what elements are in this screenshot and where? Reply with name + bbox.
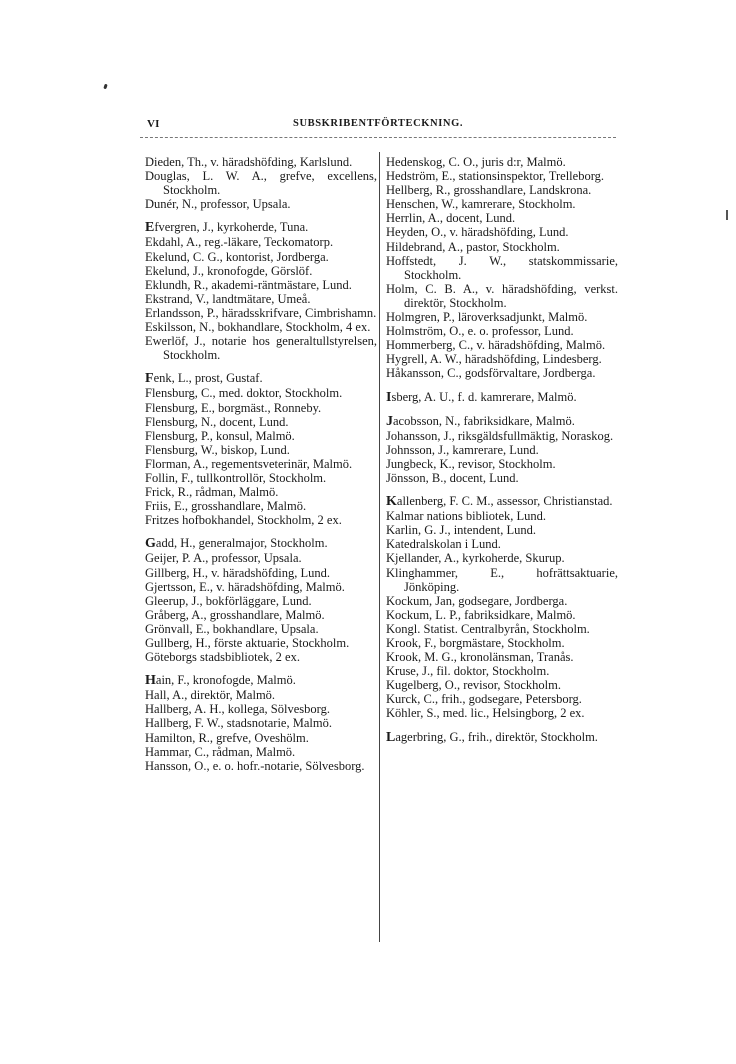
subscriber-entry	[145, 622, 377, 636]
entry-text: ritzes hofbokhandel, Stockholm, 2 ex.	[151, 513, 342, 528]
entry-initial: E	[145, 220, 155, 236]
entry-initial: J	[386, 428, 391, 443]
subscriber-entry	[386, 706, 618, 720]
subscriber-entry	[386, 509, 618, 523]
entry-text: werlöf, J., notarie hos generaltullstyrelsen, Stockholm.	[152, 334, 377, 363]
entry-initial: J	[386, 456, 391, 471]
entry-initial: K	[386, 621, 396, 636]
entry-initial: H	[386, 239, 396, 254]
entry-text: riis, E., grosshandlare, Malmö.	[151, 499, 307, 514]
entry-initial: G	[145, 636, 155, 650]
subscriber-entry	[386, 390, 618, 405]
entry-initial: H	[386, 310, 396, 325]
entry-initial: K	[386, 523, 396, 538]
entry-text: rlandsson, P., häradsskrifvare, Cimbrishamn.	[152, 305, 377, 320]
entry-text: ollin, F., tullkontrollör, Stockholm.	[151, 470, 327, 485]
subscriber-entry	[386, 155, 618, 169]
subscriber-entry	[145, 457, 377, 471]
entry-text: urck, C., frih., godsegare, Petersborg.	[395, 692, 582, 707]
entry-text: ongl. Statist. Centralbyrån, Stockholm.	[395, 621, 590, 636]
entry-text: lorman, A., regementsveterinär, Malmö.	[151, 456, 353, 471]
subscriber-entry	[386, 169, 618, 183]
entry-text: olmström, O., e. o. professor, Lund.	[395, 324, 574, 339]
entry-initial: H	[386, 225, 396, 240]
entry-initial: H	[386, 197, 396, 212]
entry-initial: G	[145, 551, 155, 566]
entry-text: linghammer, E., hofrättsaktuarie, Jönköping.	[395, 565, 618, 594]
entry-text: ildebrand, A., pastor, Stockholm.	[395, 239, 560, 254]
entry-initial: E	[145, 235, 153, 250]
entry-text: rönvall, E., bokhandlare, Upsala.	[154, 621, 319, 636]
subscriber-entry	[145, 235, 377, 249]
entry-initial: E	[145, 334, 153, 349]
subscriber-entry	[145, 415, 377, 429]
entry-text: ockum, L. P., fabriksidkare, Malmö.	[395, 607, 576, 622]
subscriber-entry	[386, 254, 618, 282]
subscriber-entry	[145, 443, 377, 457]
entry-text: rook, F., borgmästare, Stockholm.	[395, 636, 565, 650]
entry-text: amilton, R., grefve, Oveshölm.	[154, 730, 309, 745]
running-header	[140, 118, 620, 134]
entry-text: fvergren, J., kyrkoherde, Tuna.	[154, 220, 309, 235]
entry-initial: E	[145, 263, 153, 278]
subscriber-entry	[386, 310, 618, 324]
entry-initial: K	[386, 565, 396, 580]
entry-initial: D	[145, 197, 155, 212]
entry-text: acobsson, N., fabriksidkare, Malmö.	[393, 413, 575, 428]
entry-text: ieden, Th., v. häradshöfding, Karlslund.	[154, 155, 353, 169]
entry-text: eijer, P. A., professor, Upsala.	[154, 551, 302, 566]
entry-text: allberg, F. W., stadsnotarie, Malmö.	[154, 716, 332, 731]
entry-text: ouglas, L. W. A., grefve, excellens, Stockholm.	[154, 169, 377, 198]
subscriber-entry	[145, 566, 377, 580]
subscriber-entry	[145, 499, 377, 513]
entry-text: kstrand, V., landtmätare, Umeå.	[152, 291, 311, 306]
entry-text: ockum, Jan, godsegare, Jordberga.	[395, 593, 568, 608]
entry-initial: F	[145, 470, 152, 485]
entry-initial: H	[145, 673, 156, 689]
entry-initial: I	[386, 389, 392, 405]
entry-text: öhler, S., med. lic., Helsingborg, 2 ex.	[395, 706, 585, 721]
subscriber-entry	[386, 636, 618, 650]
subscriber-entry	[145, 371, 377, 386]
entry-initial: F	[145, 456, 152, 471]
entry-text: leerup, J., bokförläggare, Lund.	[154, 593, 312, 608]
subscriber-entry	[145, 759, 377, 773]
subscriber-entry	[386, 338, 618, 352]
entry-initial: H	[386, 324, 396, 339]
entry-text: edenskog, C. O., juris d:r, Malmö.	[395, 155, 566, 169]
entry-text: lensburg, W., biskop, Lund.	[151, 442, 290, 457]
subscriber-entry	[145, 594, 377, 608]
entry-initial: G	[145, 607, 155, 622]
entry-initial: G	[145, 536, 156, 552]
entry-initial: H	[386, 253, 396, 268]
subscriber-entry	[386, 664, 618, 678]
entry-text: skilsson, N., bokhandlare, Stockholm, 4 ex.	[152, 320, 371, 335]
entry-text: lensburg, N., docent, Lund.	[151, 414, 289, 429]
entry-initial: H	[386, 183, 396, 198]
entry-text: illberg, H., v. häradshöfding, Lund.	[154, 565, 331, 580]
entry-initial: F	[145, 442, 152, 457]
entry-initial: K	[386, 692, 396, 707]
entry-text: errlin, A., docent, Lund.	[395, 211, 516, 226]
entry-initial: D	[145, 155, 155, 169]
entry-text: rick, R., rådman, Malmö.	[151, 485, 279, 500]
entry-text: unér, N., professor, Upsala.	[154, 197, 291, 212]
subscriber-entry	[386, 594, 618, 608]
subscriber-entry	[386, 523, 618, 537]
subscriber-entry	[386, 282, 618, 310]
subscriber-entry	[145, 264, 377, 278]
entry-initial: H	[145, 758, 155, 773]
entry-initial: J	[386, 470, 391, 485]
entry-text: kelund, J., kronofogde, Görslöf.	[152, 263, 313, 278]
entry-initial: K	[386, 607, 396, 622]
entry-text: eyden, O., v. häradshöfding, Lund.	[395, 225, 569, 240]
entry-initial: J	[386, 442, 391, 457]
subscriber-entry	[145, 220, 377, 235]
entry-initial: H	[386, 281, 396, 296]
entry-initial: E	[145, 320, 153, 335]
entry-initial: G	[145, 565, 155, 580]
entry-initial: H	[145, 716, 155, 731]
entry-text: ommerberg, C., v. häradshöfding, Malmö.	[395, 338, 606, 353]
entry-text: offstedt, J. W., statskommissarie, Stockholm.	[395, 253, 618, 282]
subscriber-entry	[386, 551, 618, 565]
subscriber-entry	[386, 414, 618, 429]
entry-text: råberg, A., grosshandlare, Malmö.	[154, 607, 325, 622]
entry-initial: G	[145, 621, 155, 636]
entry-initial: H	[145, 702, 155, 717]
subscriber-entry	[386, 650, 618, 664]
subscriber-entry	[386, 622, 618, 636]
subscriber-entry	[145, 580, 377, 594]
entry-text: enk, L., prost, Gustaf.	[153, 371, 263, 386]
entry-initial: H	[386, 155, 396, 169]
subscriber-entry	[145, 429, 377, 443]
entry-text: önsson, B., docent, Lund.	[390, 470, 519, 485]
entry-text: kelund, C. G., kontorist, Jordberga.	[152, 249, 329, 264]
entry-initial: G	[145, 579, 155, 594]
subscriber-entry	[145, 278, 377, 292]
entry-text: arlin, G. J., intendent, Lund.	[395, 523, 536, 538]
entry-initial: G	[145, 650, 155, 665]
entry-text: ungbeck, K., revisor, Stockholm.	[390, 456, 556, 471]
subscriber-entry	[145, 386, 377, 400]
entry-text: lensburg, C., med. doktor, Stockholm.	[151, 386, 343, 401]
entry-initial: K	[386, 551, 396, 566]
column-divider	[379, 152, 380, 942]
subscriber-entry	[386, 608, 618, 622]
subscriber-entry	[145, 513, 377, 527]
subscriber-entry	[145, 471, 377, 485]
entry-initial: H	[386, 211, 396, 226]
entry-initial: F	[145, 428, 152, 443]
entry-text: add, H., generalmajor, Stockholm.	[155, 536, 328, 551]
entry-initial: E	[145, 249, 153, 264]
subscriber-entry	[386, 240, 618, 254]
entry-initial: F	[145, 485, 152, 500]
entry-initial: F	[145, 414, 152, 429]
entry-text: lensburg, E., borgmäst., Ronneby.	[151, 400, 322, 415]
entry-text: kdahl, A., reg.-läkare, Teckomatorp.	[152, 235, 334, 250]
entry-text: ygrell, A. W., häradshöfding, Lindesberg.	[395, 352, 602, 367]
subscriber-entry	[145, 673, 377, 688]
entry-initial: H	[386, 352, 396, 367]
entry-initial: H	[145, 744, 155, 759]
entry-text: jertsson, E., v. häradshöfding, Malmö.	[154, 579, 345, 594]
entry-initial: K	[386, 494, 397, 510]
entry-initial: J	[386, 413, 393, 429]
entry-text: olmgren, P., läroverksadjunkt, Malmö.	[395, 310, 588, 325]
subscriber-entry	[145, 636, 377, 650]
entry-text: klundh, R., akademi-räntmästare, Lund.	[152, 277, 352, 292]
subscriber-entry	[145, 334, 377, 362]
subscriber-entry	[386, 678, 618, 692]
subscriber-entry	[145, 401, 377, 415]
entry-initial: E	[145, 291, 153, 306]
entry-initial: F	[145, 513, 152, 528]
subscriber-entry	[145, 250, 377, 264]
subscriber-entry	[386, 471, 618, 485]
entry-text: allenberg, F. C. M., assessor, Christianstad.	[396, 494, 613, 509]
subscriber-entry	[386, 537, 618, 551]
entry-text: allberg, A. H., kollega, Sölvesborg.	[154, 702, 330, 717]
subscriber-entry	[145, 169, 377, 197]
subscriber-entry	[386, 566, 618, 594]
entry-text: ruse, J., fil. doktor, Stockholm.	[395, 664, 550, 679]
entry-initial: K	[386, 678, 396, 693]
entry-initial: H	[386, 366, 396, 381]
entry-text: ohansson, J., riksgäldsfullmäktig, Noraskog.	[390, 428, 614, 443]
entry-initial: E	[145, 277, 153, 292]
entry-text: lensburg, P., konsul, Malmö.	[151, 428, 295, 443]
entry-text: ammar, C., rådman, Malmö.	[154, 744, 296, 759]
subscriber-entry	[386, 443, 618, 457]
subscriber-entry	[386, 197, 618, 211]
entry-initial: D	[145, 169, 155, 184]
entry-initial: K	[386, 636, 396, 650]
left-column	[145, 155, 377, 773]
entry-text: ansson, O., e. o. hofr.-notarie, Sölvesborg.	[154, 758, 365, 773]
subscriber-entry	[145, 536, 377, 551]
entry-initial: F	[145, 371, 154, 387]
entry-initial: K	[386, 650, 396, 665]
subscriber-entry	[386, 730, 618, 745]
subscriber-entry	[145, 608, 377, 622]
subscriber-entry	[145, 320, 377, 334]
subscriber-entry	[386, 352, 618, 366]
entry-initial: K	[386, 537, 396, 552]
subscriber-entry	[386, 366, 618, 380]
subscriber-entry	[386, 324, 618, 338]
subscriber-entry	[386, 183, 618, 197]
entry-initial: H	[145, 688, 155, 703]
subscriber-entry	[145, 551, 377, 565]
entry-text: jellander, A., kyrkoherde, Skurup.	[395, 551, 565, 566]
entry-text: åkansson, C., godsförvaltare, Jordberga.	[395, 366, 596, 381]
subscriber-entry	[145, 292, 377, 306]
subscriber-entry	[145, 306, 377, 320]
subscriber-entry	[386, 429, 618, 443]
right-column	[386, 155, 618, 745]
entry-text: ohnsson, J., kamrerare, Lund.	[390, 442, 539, 457]
subscriber-entry	[145, 650, 377, 664]
subscriber-entry	[145, 702, 377, 716]
subscriber-entry	[386, 225, 618, 239]
entry-text: ellberg, R., grosshandlare, Landskrona.	[395, 183, 592, 198]
entry-text: rook, M. G., kronolänsman, Tranås.	[395, 650, 574, 665]
subscriber-entry	[386, 211, 618, 225]
subscriber-entry	[386, 692, 618, 706]
page-title: SUBSKRIBENTFÖRTECKNING.	[293, 118, 464, 129]
entry-initial: F	[145, 499, 152, 514]
entry-text: öteborgs stadsbibliotek, 2 ex.	[154, 650, 300, 665]
subscriber-entry	[145, 688, 377, 702]
entry-initial: H	[386, 169, 396, 184]
entry-text: all, A., direktör, Malmö.	[154, 688, 276, 703]
subscriber-entry	[145, 731, 377, 745]
subscriber-entry	[145, 485, 377, 499]
entry-text: enschen, W., kamrerare, Stockholm.	[395, 197, 576, 212]
entry-initial: F	[145, 400, 152, 415]
header-rule	[140, 137, 616, 138]
entry-initial: H	[145, 730, 155, 745]
entry-initial: F	[145, 386, 152, 401]
entry-text: olm, C. B. A., v. häradshöfding, verkst. direktör, Stockholm.	[395, 281, 618, 310]
subscriber-entry	[145, 716, 377, 730]
entry-text: sberg, A. U., f. d. kamrerare, Malmö.	[391, 389, 577, 404]
subscriber-entry	[386, 494, 618, 509]
entry-initial: K	[386, 509, 396, 524]
entry-initial: G	[145, 593, 155, 608]
entry-initial: L	[386, 729, 396, 745]
entry-text: almar nations bibliotek, Lund.	[395, 509, 547, 524]
ink-speck	[103, 84, 107, 90]
entry-text: edström, E., stationsinspektor, Trelleborg.	[395, 169, 605, 184]
page-number: VI	[147, 118, 160, 130]
entry-text: ugelberg, O., revisor, Stockholm.	[395, 678, 561, 693]
entry-initial: E	[145, 305, 153, 320]
entry-text: ain, F., kronofogde, Malmö.	[155, 673, 296, 688]
entry-initial: K	[386, 664, 396, 679]
entry-text: ullberg, H., förste aktuarie, Stockholm.	[154, 636, 350, 650]
entry-initial: K	[386, 593, 396, 608]
entry-text: agerbring, G., frih., direktör, Stockholm.	[395, 729, 598, 744]
subscriber-entry	[386, 457, 618, 471]
entry-text: atedralskolan i Lund.	[395, 537, 501, 552]
margin-mark	[726, 210, 728, 220]
subscriber-entry	[145, 197, 377, 211]
entry-initial: K	[386, 706, 396, 721]
entry-initial: H	[386, 338, 396, 353]
subscriber-entry	[145, 155, 377, 169]
subscriber-entry	[145, 745, 377, 759]
